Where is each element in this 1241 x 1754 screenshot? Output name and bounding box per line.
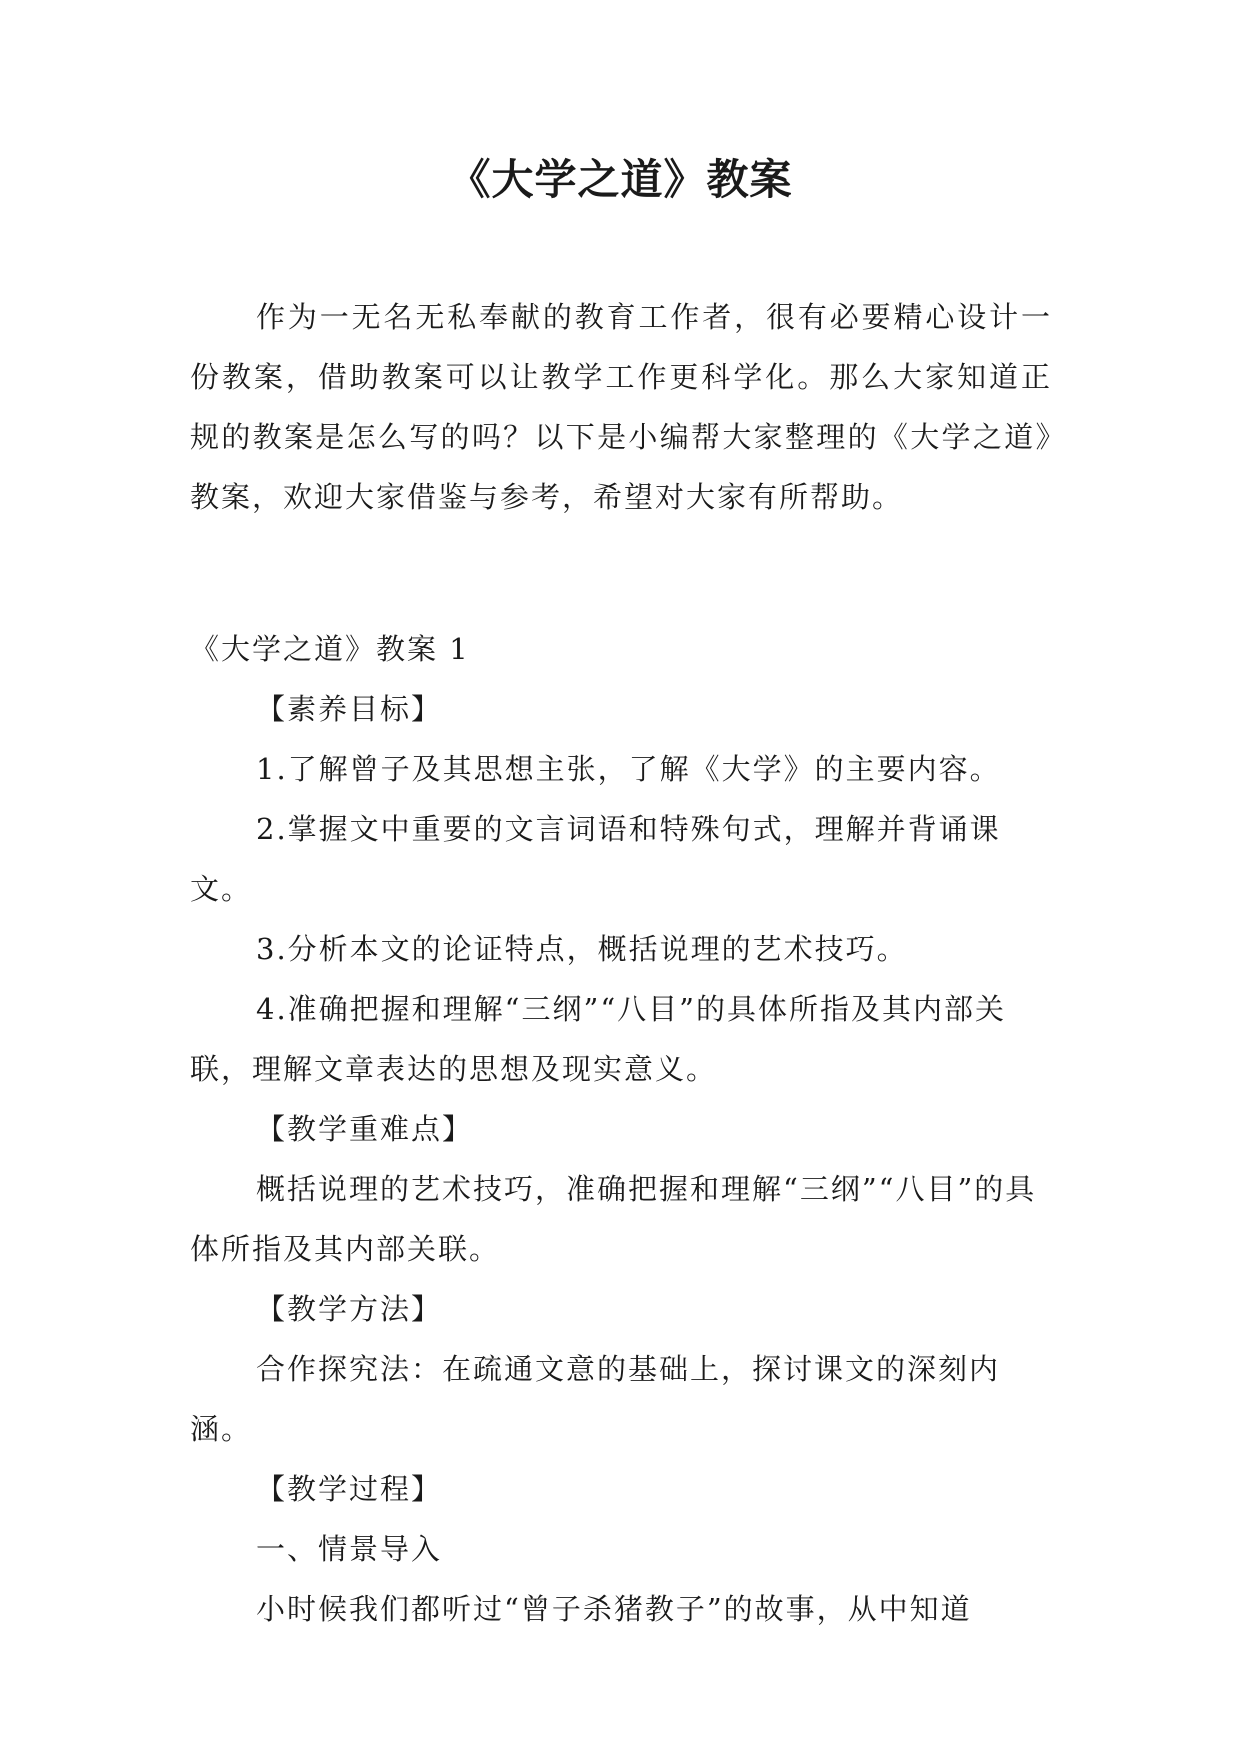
section-spacer: [190, 527, 1052, 619]
goal-item-3: 3.分析本文的论证特点，概括说理的艺术技巧。: [256, 932, 908, 966]
key-difficulties-text: 概括说理的艺术技巧，准确把握和理解“三纲”“八目”的具体所指及其内部关联。: [190, 1172, 1037, 1266]
process-step-1-heading: 一、情景导入: [256, 1532, 443, 1566]
process-step-1-text: 小时候我们都听过“曾子杀猪教子”的故事，从中知道: [256, 1592, 972, 1626]
intro-section: [190, 287, 1052, 527]
document-body: [190, 287, 1052, 1639]
subheading-literacy-goals: 【素养目标】: [256, 692, 443, 726]
subheading-teaching-method: 【教学方法】: [256, 1292, 443, 1326]
lesson-plan-section: [190, 619, 1052, 1639]
goal-item-1: 1.了解曾子及其思想主张，了解《大学》的主要内容。: [256, 752, 1001, 786]
goal-item-2: 2.掌握文中重要的文言词语和特殊句式，理解并背诵课文。: [190, 812, 1001, 906]
teaching-method-text: 合作探究法：在疏通文意的基础上，探讨课文的深刻内涵。: [190, 1352, 1001, 1446]
subheading-key-difficulties: 【教学重难点】: [256, 1112, 474, 1146]
section-heading: 《大学之道》教案 1: [190, 632, 470, 666]
subheading-teaching-process: 【教学过程】: [256, 1472, 443, 1506]
intro-paragraph: 作为一无名无私奉献的教育工作者，很有必要精心设计一份教案，借助教案可以让教学工作更科学化。那么大家知道正规的教案是怎么写的吗？以下是小编帮大家整理的《大学之道》教案，欢迎大家借鉴与参考，希望对大家有所帮助。: [190, 300, 1052, 514]
document-title: 《大学之道》教案: [448, 155, 793, 204]
goal-item-4: 4.准确把握和理解“三纲”“八目”的具体所指及其内部关联，理解文章表达的思想及现实意义。: [190, 992, 1006, 1086]
